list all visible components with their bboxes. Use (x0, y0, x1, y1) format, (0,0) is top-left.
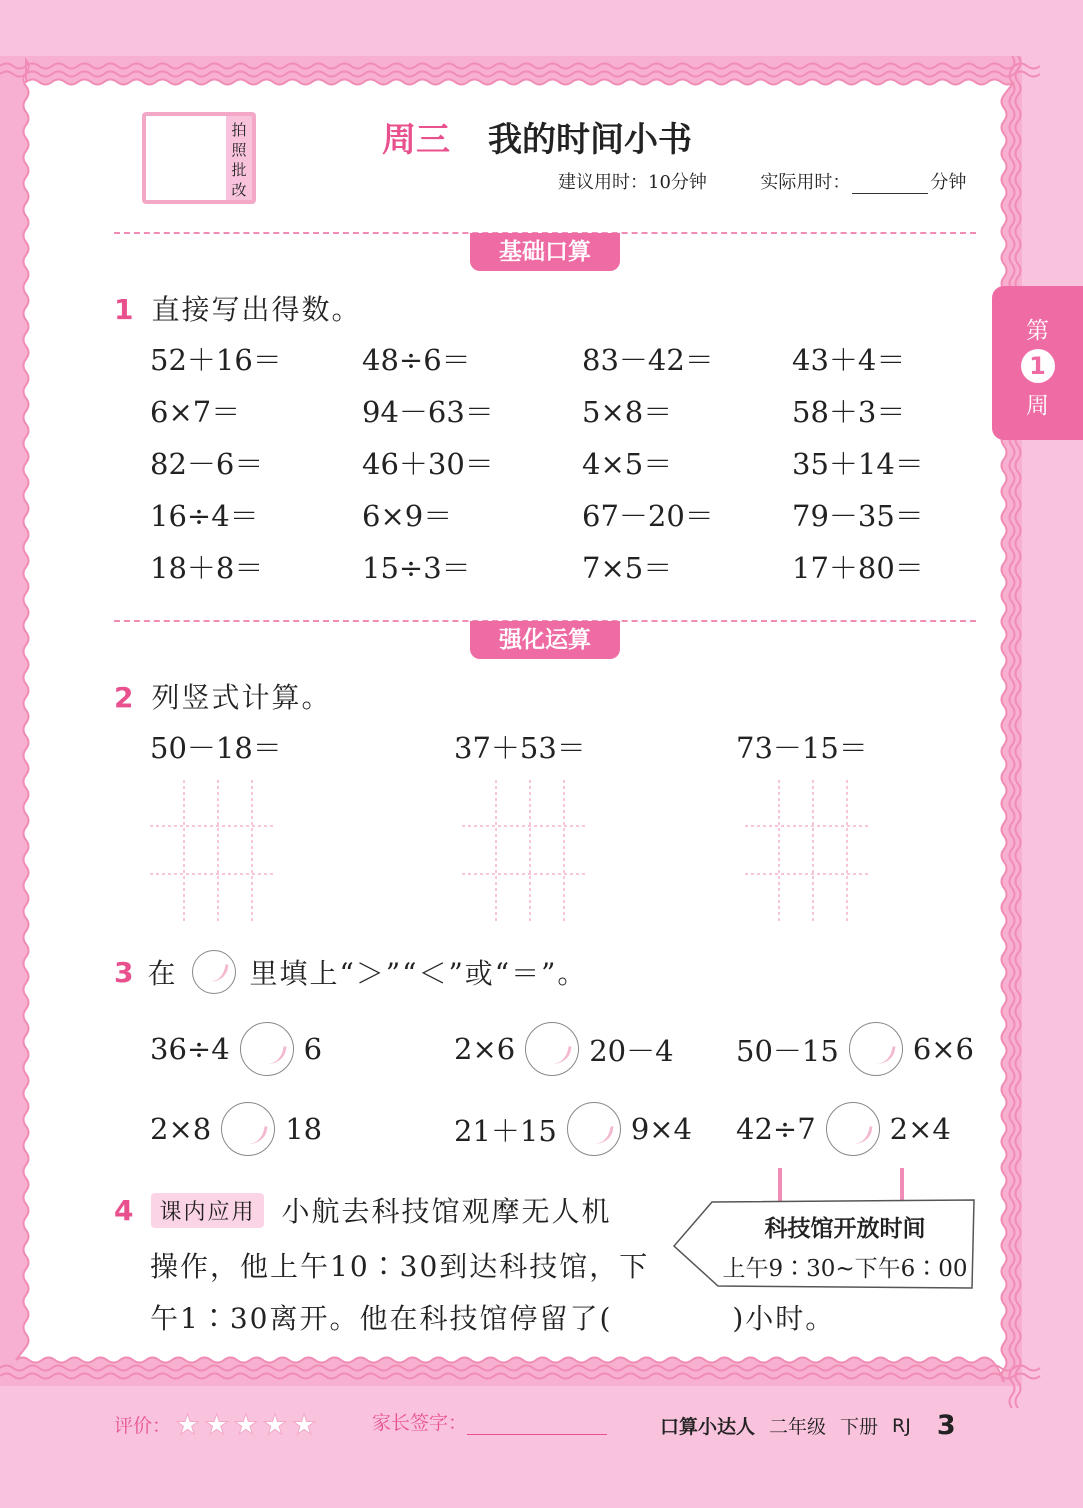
vertical-calc-grid[interactable] (150, 780, 276, 922)
week-tab-top: 第 (1026, 318, 1049, 344)
q3-comparison (736, 1022, 974, 1076)
section-strengthen: 强化运算 (470, 621, 620, 659)
q1-problem: 67－20＝ (582, 499, 714, 533)
q1-problem: 35＋14＝ (792, 447, 924, 481)
q1-problem: 48÷6＝ (362, 343, 471, 377)
q3-right: 6 (303, 1032, 323, 1066)
answer-circle[interactable] (221, 1102, 275, 1156)
book-info (660, 1410, 956, 1441)
q4-badge: 课内应用 (151, 1193, 263, 1228)
suggested-time: 建议用时：10分钟 (558, 172, 707, 193)
parent-sign-label: 家长签字： (372, 1412, 468, 1434)
q2-problem: 73－15＝ (736, 731, 868, 765)
q3-right: 20－4 (589, 1033, 674, 1068)
q3-right: 2×4 (889, 1112, 951, 1146)
q3-left: 42÷7 (736, 1112, 816, 1146)
q1-problem: 15÷3＝ (362, 551, 471, 585)
q1-problem: 4×5＝ (582, 447, 673, 481)
q1-problem: 7×5＝ (582, 551, 673, 585)
q3-right: 6×6 (912, 1032, 975, 1066)
grade: 二年级 (769, 1416, 827, 1438)
q3-comparison (736, 1102, 951, 1156)
answer-circle[interactable] (567, 1102, 621, 1156)
q3-right: 9×4 (630, 1112, 693, 1146)
actual-time-unit: 分钟 (930, 172, 967, 193)
q1-problem: 43＋4＝ (792, 343, 906, 377)
q3-header (114, 950, 587, 994)
q1-problem: 58＋3＝ (792, 395, 906, 429)
q2-header (114, 676, 332, 716)
answer-circle[interactable] (525, 1022, 579, 1076)
q3-comparison (150, 1022, 322, 1076)
page-title: 我的时间小书 (488, 120, 692, 160)
star-icon[interactable]: ★ (233, 1408, 259, 1441)
page-number: 3 (936, 1410, 956, 1441)
star-icon[interactable]: ★ (204, 1408, 230, 1441)
q3-left: 2×8 (150, 1112, 212, 1146)
q1-problem: 5×8＝ (582, 395, 673, 429)
q1-problem: 6×9＝ (362, 499, 453, 533)
q3-left: 50－15 (736, 1033, 839, 1068)
q3-prompt-after: 里填上“＞”“＜”或“＝”。 (249, 957, 588, 990)
time-info (558, 168, 966, 194)
q1-problem: 18＋8＝ (150, 551, 264, 585)
sign-hours: 上午9∶30~下午6∶00 (722, 1256, 968, 1282)
q3-left: 2×6 (454, 1032, 516, 1066)
parent-sign (372, 1408, 607, 1435)
q2-problem: 37＋53＝ (454, 731, 586, 765)
parent-sign-input[interactable] (467, 1415, 607, 1435)
week-tab (992, 286, 1083, 440)
q3-left: 36÷4 (150, 1032, 230, 1066)
rating (114, 1408, 321, 1441)
q2-problem: 50－18＝ (150, 731, 282, 765)
section-basic: 基础口算 (470, 233, 620, 271)
vertical-calc-grid[interactable] (745, 780, 871, 922)
rating-stars[interactable] (175, 1408, 321, 1441)
sign-title: 科技馆开放时间 (764, 1216, 926, 1242)
star-icon[interactable]: ★ (175, 1408, 201, 1441)
photo-check-box[interactable] (142, 112, 256, 204)
q3-comparison (454, 1022, 674, 1076)
q3-right: 18 (285, 1112, 323, 1146)
q4-line1: 小航去科技馆观摩无人机 (281, 1195, 612, 1228)
q1-problem: 16÷4＝ (150, 499, 259, 533)
day-label: 周三 (382, 120, 450, 160)
q4-line3: 午1∶30离开。他在科技馆停留了( )小时。 (150, 1302, 836, 1335)
rating-label: 评价： (114, 1415, 172, 1437)
photo-check-label: 拍照批改 (226, 116, 252, 200)
actual-time-label: 实际用时： (760, 172, 851, 193)
circle-sample-icon (192, 950, 236, 994)
answer-circle[interactable] (849, 1022, 903, 1076)
q3-left: 21＋15 (454, 1113, 557, 1148)
q1-problem: 46＋30＝ (362, 447, 494, 481)
q4-line2: 操作，他上午10∶30到达科技馆，下 (150, 1250, 650, 1283)
q1-problem: 17＋80＝ (792, 551, 924, 585)
q1-problem: 82－6＝ (150, 447, 264, 481)
book-title: 口算小达人 (660, 1416, 756, 1438)
actual-time-input[interactable] (852, 176, 928, 194)
q1-problem: 79－35＝ (792, 499, 924, 533)
q3-comparison (454, 1102, 692, 1156)
q1-problem: 83－42＝ (582, 343, 714, 377)
q1-problem: 6×7＝ (150, 395, 241, 429)
star-icon[interactable]: ★ (262, 1408, 288, 1441)
q3-prompt-before: 在 (147, 957, 178, 990)
q2-number: 2 (114, 681, 134, 714)
q3-number: 3 (114, 955, 134, 989)
week-tab-num: 1 (1021, 349, 1055, 383)
week-tab-bottom: 周 (1026, 393, 1049, 419)
q1-problem: 94－63＝ (362, 395, 494, 429)
edition: RJ (892, 1414, 911, 1437)
star-icon[interactable]: ★ (291, 1408, 317, 1441)
answer-circle[interactable] (240, 1022, 294, 1076)
q4-header (114, 1190, 612, 1230)
q2-prompt: 列竖式计算。 (151, 681, 332, 714)
q1-number: 1 (114, 293, 134, 326)
answer-circle[interactable] (826, 1102, 880, 1156)
q1-header (114, 288, 362, 328)
q4-number: 4 (114, 1193, 134, 1227)
q3-comparison (150, 1102, 322, 1156)
q1-problem: 52＋16＝ (150, 343, 282, 377)
vertical-calc-grid[interactable] (462, 780, 588, 922)
q1-prompt: 直接写出得数。 (151, 293, 362, 326)
volume: 下册 (840, 1416, 879, 1438)
